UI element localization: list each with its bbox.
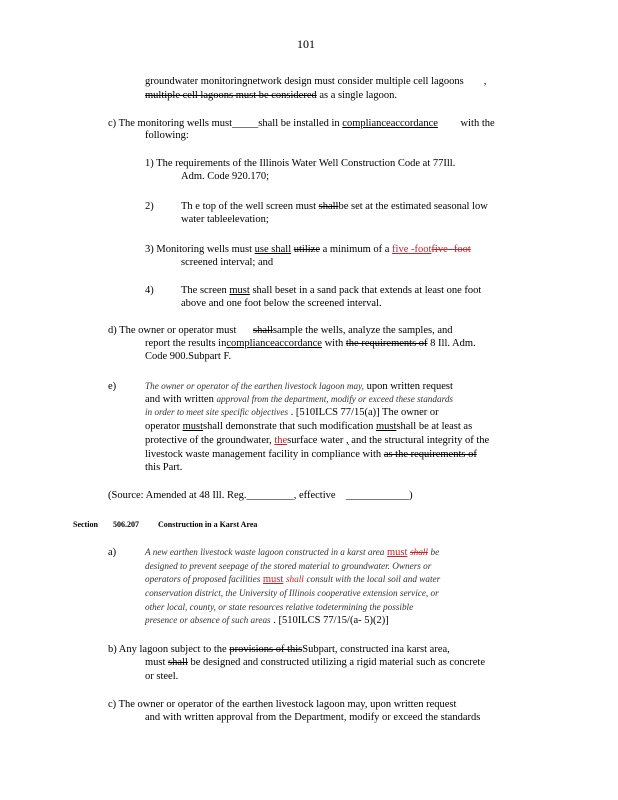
subitem-1: 1) The requirements of the Illinois Water Well Construction Code at 77Ill. [145,158,456,169]
subitem-2: Th e top of the well screen must shallbe set at the estimated seasonal low [181,201,488,212]
subitem-4-cont: above and one foot below the screened interval. [181,298,382,309]
item-b-line1: b) Any lagoon subject to the provisions of thisSubpart, constructed ina karst area, [108,644,450,655]
text-line: groundwater monitoringnetwork design must consider multiple cell lagoons , [145,76,487,87]
item-a-line5: other local, county, or state resources relative todetermining the possible [145,602,414,612]
subitem-1-cont: Adm. Code 920.170; [181,171,270,182]
item-d-line2: report the results incomplianceaccordance with the requirements of 8 Ill. Adm. [145,338,476,349]
item-b-line2: must shall be designed and constructed utilizing a rigid material such as concrete [145,657,485,668]
section-number: 506.207 [113,520,139,529]
page-number: 101 [297,37,315,51]
subitem-2-cont: water tableelevation; [181,214,269,225]
subitem-3-cont: screened interval; and [181,257,274,268]
item-a-line2: designed to prevent seepage of the stored material to groundwater. Owners or [145,561,432,571]
item-b-line3: or steel. [145,671,179,682]
item-e-line3: in order to meet site specific objectives . [510ILCS 77/15(a)] The owner or [145,407,439,418]
item-c2-line1: c) The owner or operator of the earthen livestock lagoon may, upon written request [108,699,457,710]
item-a-line4: conservation district, the University of Illinois cooperative extension service, or [145,588,439,598]
item-a-line1: A new earthen livestock waste lagoon constructed in a karst area must shall be [145,547,440,558]
item-e-line2: and with written approval from the department, modify or exceed these standards [145,394,453,405]
subitem-2-number: 2) [145,201,154,212]
source-note: (Source: Amended at 48 Ill. Reg._________, effective ____________) [108,490,413,501]
item-c-line1: c) The monitoring wells must_____shall be installed in complianceaccordance with the [108,118,495,129]
item-e-line7: this Part. [145,462,183,473]
item-e-label: e) [108,381,117,392]
section-label: Section [73,520,98,529]
item-e-line1: The owner or operator of the earthen livestock lagoon may, upon written request [145,381,453,392]
item-e-line5: protective of the groundwater, thesurface water , and the structural integrity of the [145,435,490,446]
item-d-line3: Code 900.Subpart F. [145,351,232,362]
item-a-line3: operators of proposed facilities must shall consult with the local soil and water [145,574,441,585]
item-d-line1: d) The owner or operator must shallsample the wells, analyze the samples, and [108,325,453,336]
subitem-4-number: 4) [145,285,154,296]
item-a-line6: presence or absence of such areas . [510ILCS 77/15/(a- 5)(2)] [145,615,389,626]
item-e-line4: operator mustshall demonstrate that such modification mustshall be at least as [145,421,473,432]
subitem-3: 3) Monitoring wells must use shall utilize a minimum of a five -footfive- foot [145,244,471,255]
item-a-label: a) [108,547,117,558]
subitem-4: The screen must shall beset in a sand pack that extends at least one foot [181,285,482,296]
item-c2-line2: and with written approval from the Department, modify or exceed the standards [145,712,481,723]
item-c-line2: following: [145,130,189,141]
item-e-line6: livestock waste management facility in compliance with as the requirements of [145,449,477,460]
text-line: multiple cell lagoons must be considered as a single lagoon. [145,90,397,101]
section-title: Construction in a Karst Area [158,520,258,529]
